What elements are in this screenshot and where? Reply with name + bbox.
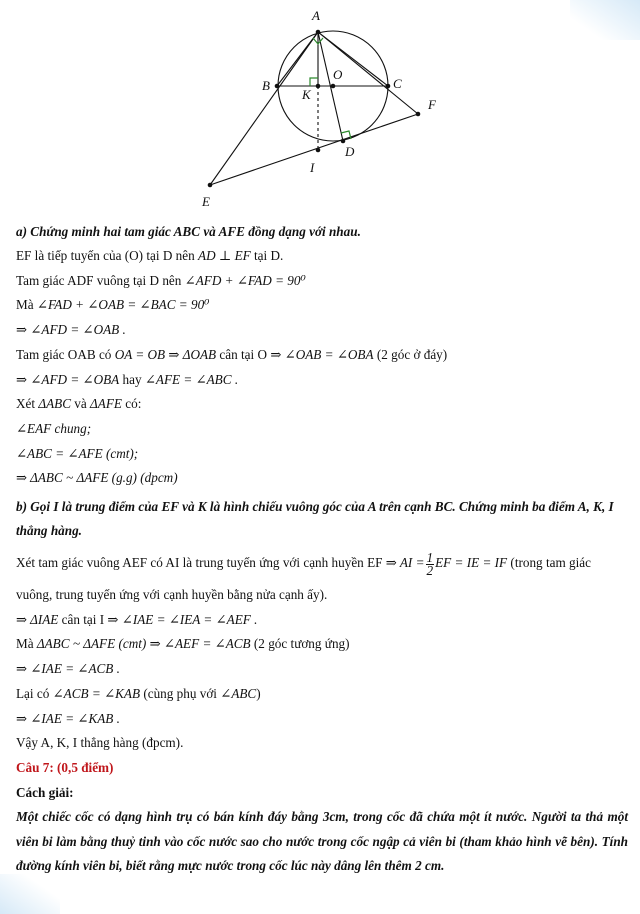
part-a-line-4: ⇒ ∠AFD = ∠OAB .: [16, 322, 126, 338]
corner-decoration-bottom: [0, 874, 60, 914]
part-a-heading: a) Chứng minh hai tam giác ABC và AFE đồng dạng với nhau.: [16, 224, 361, 239]
point-k: [316, 84, 321, 89]
part-a-line-5: Tam giác OAB có OA = OB ⇒ ΔOAB cân tại O ⇒ ∠OAB = ∠OBA (2 góc ở đáy): [16, 346, 448, 362]
method-heading: Cách giải:: [16, 784, 74, 800]
part-b-line-8: Vậy A, K, I thẳng hàng (đpcm).: [16, 735, 184, 751]
part-a-line-6: ⇒ ∠AFD = ∠OBA hay ∠AFE = ∠ABC .: [16, 371, 239, 387]
part-b-line-2: vuông, trung tuyến ứng với cạnh huyền bằng nửa cạnh ấy).: [16, 587, 328, 603]
part-b-line-3: ⇒ ΔIAE cân tại I ⇒ ∠IAE = ∠IEA = ∠AEF .: [16, 611, 258, 627]
part-a-line-9: ∠ABC = ∠AFE (cmt);: [16, 445, 139, 461]
part-a-line-8: ∠EAF chung;: [16, 420, 92, 436]
label-c: C: [393, 76, 402, 91]
part-b-line-6: Lại có ∠ACB = ∠KAB (cùng phụ với ∠ABC): [16, 685, 261, 701]
part-b-heading: b) Gọi I là trung điểm của EF và K là hình chiếu vuông góc của A trên cạnh BC. Chứng minh ba điểm A, K, I thẳng hàng.: [16, 499, 614, 539]
label-d: D: [345, 144, 355, 159]
segment-ae: [210, 32, 318, 185]
part-a-line-7: Xét ΔABC và ΔAFE có:: [16, 396, 142, 412]
part-b-line-4: Mà ΔABC ~ ΔAFE (cmt) ⇒ ∠AEF = ∠ACB (2 góc tương ứng): [16, 636, 350, 652]
label-b: B: [262, 78, 270, 93]
label-o: O: [333, 67, 343, 82]
point-i: [316, 148, 321, 153]
corner-decoration: [570, 0, 640, 40]
point-o: [331, 84, 336, 89]
point-e: [208, 183, 213, 188]
label-f: F: [428, 97, 436, 112]
label-i: I: [310, 160, 315, 175]
part-b-line-7: ⇒ ∠IAE = ∠KAB .: [16, 710, 120, 726]
question-7-title: Câu 7: (0,5 điểm): [16, 759, 114, 775]
label-a: A: [312, 8, 320, 23]
solution-content: [16, 220, 628, 879]
part-a-line-2: Tam giác ADF vuông tại D nên ∠AFD + ∠FAD = 90⁰: [16, 272, 306, 288]
point-b: [275, 84, 280, 89]
question-7-body: Một chiếc cốc có dạng hình trụ có bán kính đáy bằng 3cm, trong cốc đã chứa một ít nước. Người ta thả một viên bi làm bằng thuỷ tinh vào cốc nước sao cho nước trong cốc ngập cả viên bi (tham khảo hình vẽ bên). Tính đường kính viên bi, biết rằng mực nước trong cốc lúc này dâng lên thêm 2 cm.: [16, 809, 628, 874]
point-d: [341, 139, 346, 144]
geometry-figure: [180, 0, 460, 215]
point-a: [316, 30, 321, 35]
part-b-line-5: ⇒ ∠IAE = ∠ACB .: [16, 661, 120, 677]
point-c: [386, 84, 391, 89]
label-e: E: [202, 194, 210, 209]
part-a-line-10: ⇒ ΔABC ~ ΔAFE (g.g) (dpcm): [16, 470, 178, 486]
part-a-line-1: EF là tiếp tuyến của (O) tại D nên AD ⊥ EF tại D.: [16, 248, 284, 263]
fraction-one-half: $\frac{1}{2}$: [426, 549, 434, 578]
point-f: [416, 112, 421, 117]
part-a-line-3: Mà ∠FAD + ∠OAB = ∠BAC = 90⁰: [16, 297, 210, 313]
label-k: K: [302, 87, 311, 102]
part-b-line-1: Xét tam giác vuông AEF có AI là trung tuyến ứng với cạnh huyền EF ⇒ AI = $\frac{1}{2}$ EF = IE = IF (trong tam giác: [16, 549, 591, 578]
